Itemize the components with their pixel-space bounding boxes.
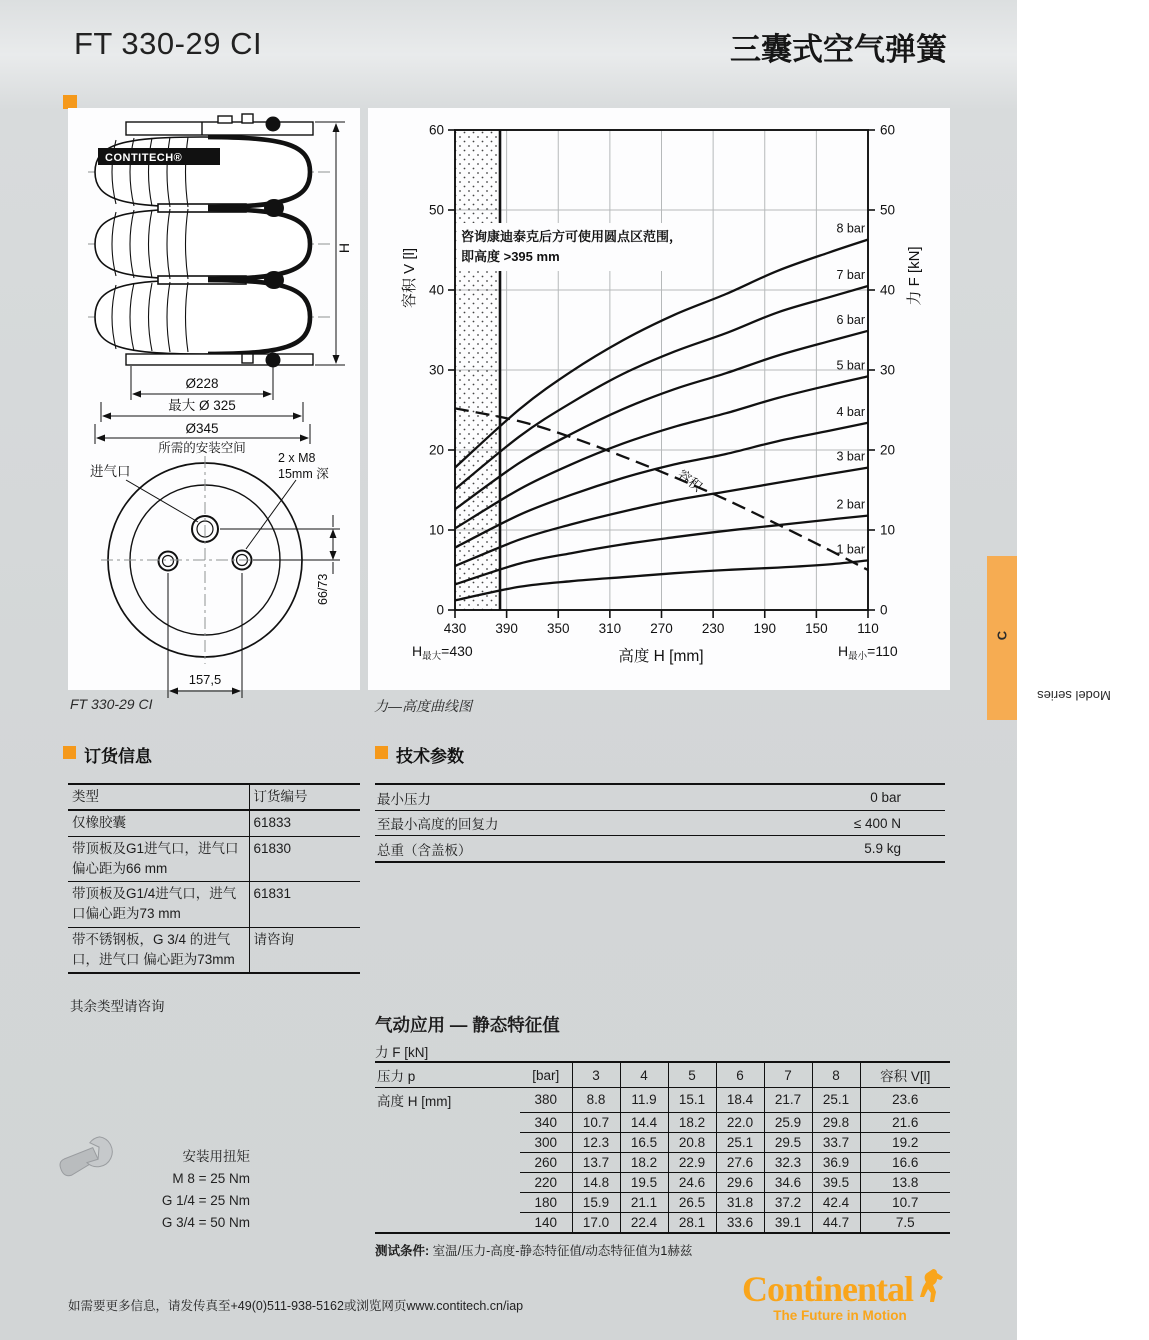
ordering-row (68, 836, 360, 882)
pneumatic-rowlabel-cell (375, 1132, 520, 1152)
ordering-table (68, 783, 360, 974)
ordering-section-title: 订货信息 (84, 747, 152, 766)
ordering-type-cell: 带顶板及G1进气口，进气口偏心距为66 mm (72, 840, 239, 876)
pneumatic-height-cell: 260 (520, 1152, 572, 1172)
svg-text:1 bar: 1 bar (836, 542, 865, 557)
right-axis-title: 力 F [kN] (906, 246, 923, 306)
accent-square-ordering (63, 746, 76, 759)
pneumatic-row (375, 1192, 950, 1212)
pneumatic-f4-cell: 18.2 (620, 1152, 668, 1172)
pneumatic-col-p4: 4 (620, 1062, 668, 1088)
pneumatic-f5-cell: 28.1 (668, 1212, 716, 1233)
ordering-row (68, 810, 360, 836)
h-min-sub: 最小 (848, 651, 868, 662)
pneumatic-row (375, 1132, 950, 1152)
h-label: H (336, 242, 352, 254)
svg-text:0: 0 (436, 602, 444, 618)
svg-text:40: 40 (428, 282, 444, 298)
ordering-no-cell: 61833 (249, 810, 360, 836)
bottom-plate (126, 354, 313, 365)
pneumatic-row (375, 1112, 950, 1132)
bottom-view-leaders (126, 480, 340, 698)
svg-text:150: 150 (805, 621, 828, 636)
svg-text:350: 350 (546, 621, 570, 636)
torque-line-g34: G 3/4 = 50 Nm (161, 1215, 250, 1230)
air-inlet-label: 进气口 (90, 464, 131, 479)
pneumatic-f5-cell: 24.6 (668, 1172, 716, 1192)
bottom-fitting-blob (266, 353, 281, 368)
test-conditions-label: 测试条件: (375, 1244, 430, 1258)
girdle-ring-1 (264, 199, 284, 217)
pneumatic-f3-cell: 14.8 (572, 1172, 620, 1192)
pneumatic-col-p6: 6 (716, 1062, 764, 1088)
svg-text:40: 40 (880, 282, 896, 298)
pneumatic-f7-cell: 32.3 (764, 1152, 812, 1172)
bolt-note-2: 15mm 深 (278, 467, 329, 481)
svg-text:3 bar: 3 bar (836, 449, 865, 464)
ordering-header-row (68, 784, 360, 810)
pneumatic-f8-cell: 36.9 (812, 1152, 860, 1172)
drawing-caption: FT 330-29 CI (70, 696, 153, 712)
pneumatic-f6-cell: 25.1 (716, 1132, 764, 1152)
pneumatic-height-cell: 300 (520, 1132, 572, 1152)
pneumatic-volume-cell: 19.2 (860, 1132, 950, 1152)
svg-text:190: 190 (753, 621, 777, 636)
tech-value-cell: 5.9 kg (864, 841, 901, 856)
tech-label-cell: 至最小高度的回复力 (377, 817, 499, 832)
tech-value-cell: 0 bar (870, 790, 901, 805)
ordering-type-cell: 仅橡胶囊 (72, 815, 126, 831)
model-series-tab (987, 556, 1111, 720)
pneumatic-f8-cell: 44.7 (812, 1212, 860, 1233)
pneumatic-f5-cell: 20.8 (668, 1132, 716, 1152)
install-space-label: 所需的安装空间 (158, 441, 246, 455)
svg-text:430: 430 (443, 621, 467, 636)
svg-text:30: 30 (428, 362, 444, 378)
torque-line-m8: M 8 = 25 Nm (172, 1171, 250, 1186)
tech-row (375, 836, 945, 862)
torque-title: 安装用扭矩 (182, 1149, 250, 1164)
product-title: FT 330-29 CI (74, 26, 263, 61)
h-min-val: =110 (867, 643, 898, 659)
pneumatic-f3-cell: 15.9 (572, 1192, 620, 1212)
air-spring-technical-drawing (68, 108, 360, 690)
pneumatic-f3-cell: 12.3 (572, 1132, 620, 1152)
pneumatic-f5-cell: 22.9 (668, 1152, 716, 1172)
pneumatic-subtitle: 力 F [kN] (375, 1045, 429, 1060)
svg-text:50: 50 (880, 202, 896, 218)
drawing-panel (68, 108, 360, 690)
pneumatic-f8-cell: 39.5 (812, 1172, 860, 1192)
pneumatic-col-p5: 5 (668, 1062, 716, 1088)
pneumatic-f3-cell: 8.8 (572, 1088, 620, 1113)
torque-block (58, 1146, 250, 1234)
pneumatic-height-cell: 380 (534, 1092, 558, 1108)
dotted-region (455, 130, 500, 610)
pneumatic-f8-cell: 29.8 (812, 1112, 860, 1132)
pneumatic-f7-cell: 29.5 (764, 1132, 812, 1152)
pneumatic-header-row (375, 1062, 950, 1088)
svg-text:60: 60 (880, 122, 896, 138)
pneumatic-rowlabel-cell (375, 1192, 520, 1212)
continental-logo (742, 1268, 962, 1323)
x-axis-title: 高度 H [mm] (618, 648, 704, 665)
svg-text:60: 60 (428, 122, 444, 138)
contitech-logo-text: CONTITECH® (105, 152, 183, 164)
svg-text:10: 10 (428, 522, 444, 538)
tech-row (375, 810, 945, 836)
ordering-row (68, 882, 360, 928)
dim-325: 最大 Ø 325 (168, 398, 236, 413)
pneumatic-f3-cell: 17.0 (572, 1212, 620, 1233)
pneumatic-col-p8: 8 (812, 1062, 860, 1088)
tech-params-table (375, 783, 945, 863)
pneumatic-f7-cell: 39.1 (764, 1212, 812, 1233)
pneumatic-f7-cell: 37.2 (764, 1192, 812, 1212)
pneumatic-f4-cell: 22.4 (620, 1212, 668, 1233)
h-max-label (412, 643, 473, 662)
pneumatic-col-p3: 3 (572, 1062, 620, 1088)
pneumatic-f8-cell: 42.4 (812, 1192, 860, 1212)
pneumatic-f5-cell: 26.5 (668, 1192, 716, 1212)
pneumatic-f3-cell: 10.7 (572, 1112, 620, 1132)
pneumatic-f4-cell: 21.1 (620, 1192, 668, 1212)
h-max-sub: 最大 (422, 651, 442, 662)
footer-contact: 如需要更多信息，请发传真至+49(0)511-938-5162或浏览网页www.contitech.cn/iap (68, 1299, 524, 1313)
pneumatic-row (375, 1212, 950, 1233)
h-min-label (838, 643, 898, 662)
bolt-spacing-label: 157,5 (188, 672, 222, 687)
pneumatic-volume-cell: 16.6 (860, 1152, 950, 1172)
pneumatic-rowlabel-cell: 高度 H [mm] (377, 1094, 452, 1109)
svg-text:6 bar: 6 bar (836, 312, 865, 327)
pneumatic-f7-cell: 34.6 (764, 1172, 812, 1192)
dim-345: Ø345 (185, 421, 219, 436)
dim-228: Ø228 (185, 376, 219, 391)
svg-text:0: 0 (880, 602, 888, 618)
svg-text:2 bar: 2 bar (836, 497, 865, 512)
ordering-note: 其余类型请咨询 (70, 999, 165, 1014)
continental-tagline: The Future in Motion (773, 1308, 907, 1323)
svg-text:10: 10 (880, 522, 896, 538)
ordering-type-cell: 带顶板及G1/4进气口，进气口偏心距为73 mm (72, 886, 237, 922)
ordering-row (68, 927, 360, 973)
pneumatic-f3-cell: 13.7 (572, 1152, 620, 1172)
svg-text:5 bar: 5 bar (836, 358, 865, 373)
accent-square-tech (375, 746, 388, 759)
pneumatic-table (375, 1061, 950, 1234)
tech-value-cell: ≤ 400 N (853, 815, 901, 831)
pneumatic-height-cell: 220 (520, 1172, 572, 1192)
accent-square-top (63, 95, 77, 109)
pneumatic-col-pressure: 压力 p (377, 1069, 416, 1084)
pneumatic-f8-cell: 33.7 (812, 1132, 860, 1152)
test-conditions-note (375, 1241, 692, 1259)
ordering-col-type: 类型 (72, 789, 99, 804)
tech-row (375, 784, 945, 810)
ordering-col-no: 订货编号 (249, 784, 360, 810)
h-max-val: =430 (441, 643, 473, 659)
pneumatic-f7-cell: 25.9 (764, 1112, 812, 1132)
bolt-note-1: 2 x M8 (278, 451, 316, 465)
left-axis-title: 容积 V [l] (401, 247, 418, 309)
pneumatic-rowlabel-cell (375, 1212, 520, 1233)
pneumatic-height-cell: 180 (520, 1192, 572, 1212)
pneumatic-col-volume: 容积 V[l] (860, 1062, 950, 1088)
pneumatic-rowlabel-cell (375, 1112, 520, 1132)
bellows-outline (95, 137, 310, 354)
pneumatic-volume-cell: 21.6 (860, 1112, 950, 1132)
pneumatic-f4-cell: 16.5 (620, 1132, 668, 1152)
curve-labels (837, 222, 866, 557)
tech-section-title: 技术参数 (396, 747, 464, 766)
chart-annotation-line1: 咨询康迪泰克后方可使用圆点区范围， (461, 229, 683, 244)
svg-text:310: 310 (598, 621, 622, 636)
pneumatic-f5-cell: 15.1 (668, 1088, 716, 1113)
girdle-ring-2 (264, 271, 284, 289)
svg-text:20: 20 (880, 442, 896, 458)
pneumatic-title: 气动应用 — 静态特征值 (375, 1015, 560, 1035)
pneumatic-f4-cell: 11.9 (620, 1088, 668, 1113)
continental-logo-text: Continental (742, 1269, 914, 1309)
pneumatic-f4-cell: 19.5 (620, 1172, 668, 1192)
pneumatic-rowlabel-cell (375, 1172, 520, 1192)
svg-text:8 bar: 8 bar (836, 221, 865, 236)
chart-caption: 力—高度曲线图 (374, 698, 472, 714)
h-max-pre: H (412, 643, 423, 659)
chart-annotation-line2: 即高度 >395 mm (461, 249, 560, 264)
pneumatic-f6-cell: 31.8 (716, 1192, 764, 1212)
ordering-no-cell: 61830 (249, 836, 360, 882)
pneumatic-volume-cell: 23.6 (860, 1088, 950, 1113)
tech-label-cell: 最小压力 (377, 791, 431, 807)
pneumatic-f8-cell: 25.1 (812, 1088, 860, 1113)
ordering-no-cell: 61831 (249, 882, 360, 928)
chart-panel (368, 108, 950, 690)
pneumatic-volume-cell: 7.5 (860, 1212, 950, 1233)
svg-text:7 bar: 7 bar (836, 268, 865, 282)
pneumatic-volume-cell: 10.7 (860, 1192, 950, 1212)
svg-text:20: 20 (428, 442, 444, 458)
svg-text:390: 390 (495, 621, 518, 636)
top-plate (126, 114, 313, 135)
svg-text:110: 110 (857, 621, 879, 636)
pneumatic-row (375, 1088, 950, 1113)
pneumatic-height-cell: 340 (520, 1112, 572, 1132)
pneumatic-volume-cell: 13.8 (860, 1172, 950, 1192)
svg-text:50: 50 (428, 202, 444, 218)
pneumatic-row (375, 1172, 950, 1192)
pneumatic-f6-cell: 33.6 (716, 1212, 764, 1233)
ordering-type-cell: 带不锈钢板，G 3/4 的进气口，进气口 偏心距为73mm (72, 931, 235, 967)
model-series-tab-label: Model series C (994, 630, 1111, 703)
offset-dim-label: 66/73 (316, 573, 330, 605)
pneumatic-f7-cell: 21.7 (764, 1088, 812, 1113)
test-conditions-text: 室温/压力-高度-静态特征值/动态特征值为1赫兹 (429, 1244, 693, 1258)
volume-curve-label: 容积 (675, 466, 705, 495)
svg-text:270: 270 (650, 621, 673, 636)
top-fitting-blob (266, 117, 281, 132)
continental-horse-icon (919, 1268, 945, 1302)
page-title-cn: 三囊式空气弹簧 (730, 32, 947, 67)
pneumatic-col-bar: [bar] (532, 1067, 560, 1083)
pneumatic-f6-cell: 22.0 (716, 1112, 764, 1132)
svg-text:4 bar: 4 bar (836, 404, 865, 419)
h-min-pre: H (838, 643, 849, 659)
ordering-no-cell: 请咨询 (249, 927, 360, 973)
force-height-chart (368, 108, 950, 690)
torque-line-g14: G 1/4 = 25 Nm (161, 1193, 250, 1208)
pneumatic-row (375, 1152, 950, 1172)
pneumatic-col-p7: 7 (764, 1062, 812, 1088)
pneumatic-f5-cell: 18.2 (668, 1112, 716, 1132)
pneumatic-rowlabel-cell (375, 1152, 520, 1172)
tech-label-cell: 总重（含盖板） (377, 842, 472, 858)
pneumatic-f6-cell: 29.6 (716, 1172, 764, 1192)
pneumatic-f6-cell: 18.4 (716, 1088, 764, 1113)
pneumatic-f6-cell: 27.6 (716, 1152, 764, 1172)
pneumatic-f4-cell: 14.4 (620, 1112, 668, 1132)
svg-text:30: 30 (880, 362, 896, 378)
svg-text:230: 230 (701, 621, 725, 636)
pneumatic-height-cell: 140 (520, 1212, 572, 1233)
